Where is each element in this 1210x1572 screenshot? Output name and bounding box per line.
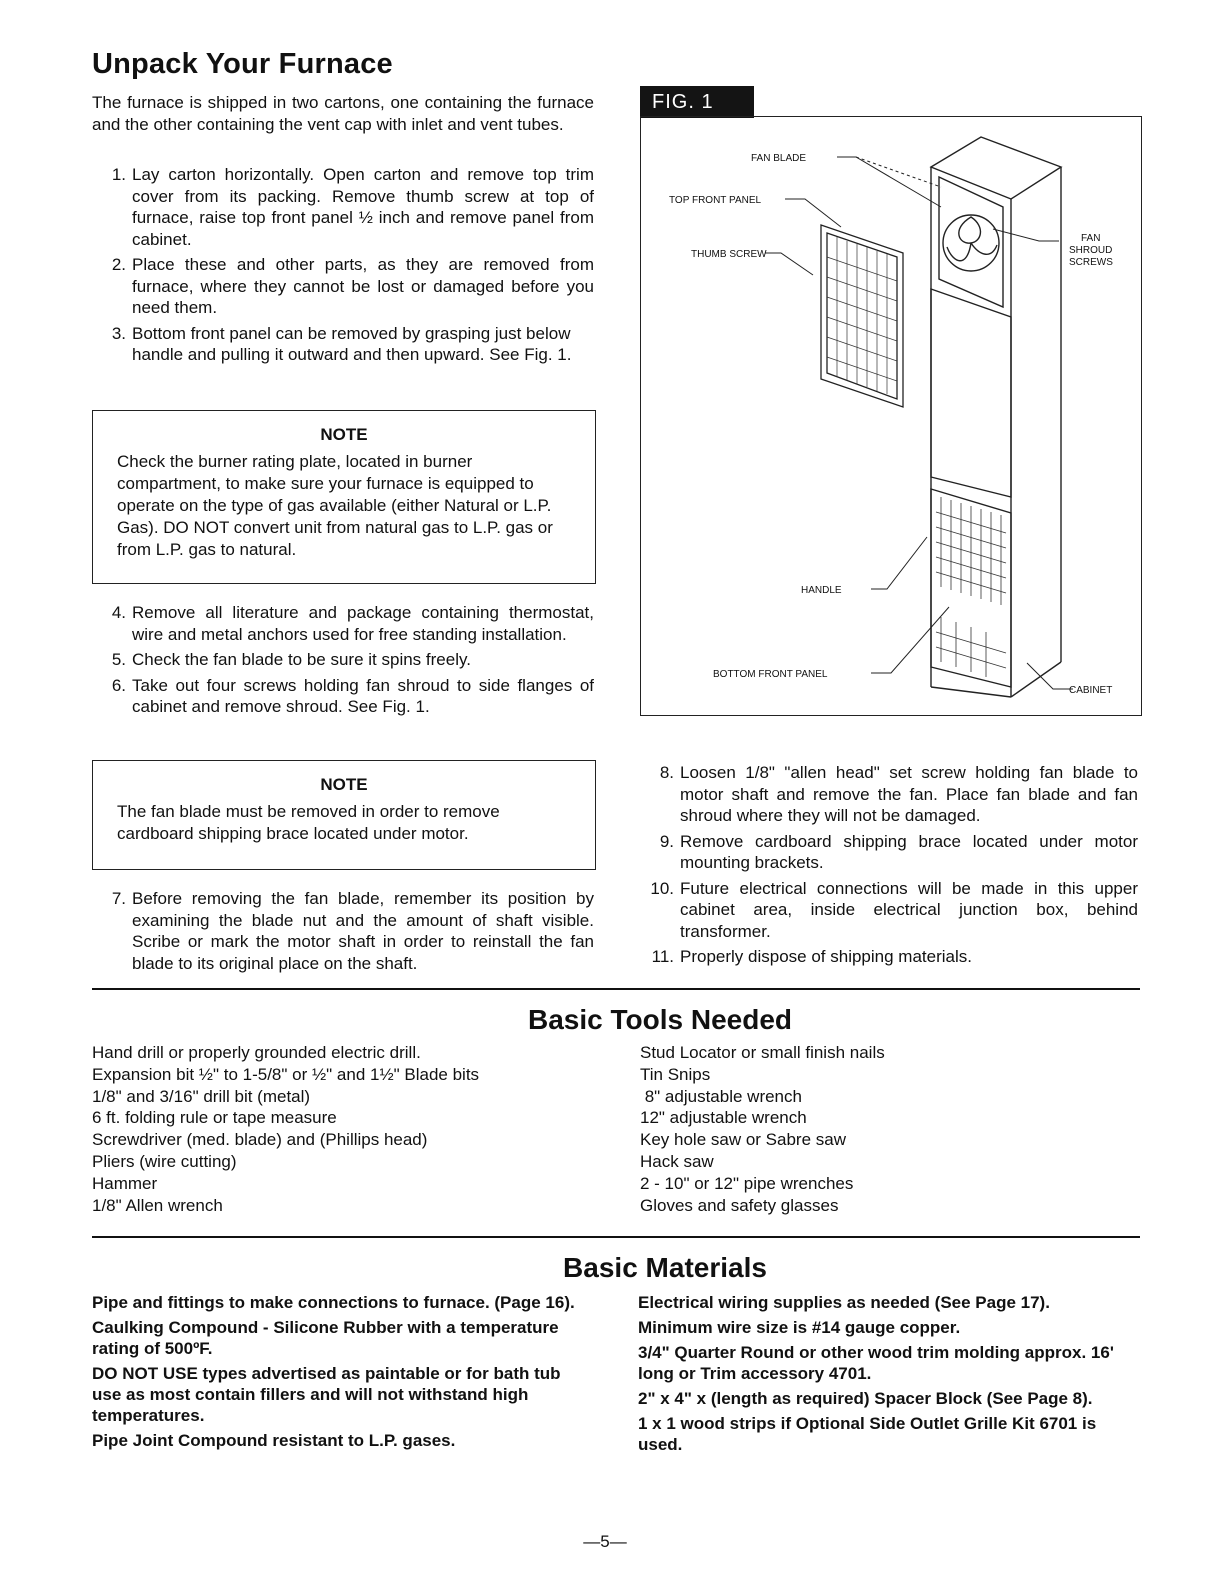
list-item: 11. Properly dispose of shipping materials.	[651, 947, 972, 966]
callout-leaders	[765, 157, 1073, 689]
note-box-burner	[92, 410, 596, 584]
list-item: Key hole saw or Sabre saw	[640, 1130, 846, 1150]
callout-top-front-panel: TOP FRONT PANEL	[669, 195, 762, 206]
intro-paragraph: The furnace is shipped in two cartons, one containing the furnace and the other containing the vent cap with inlet and vent tubes.	[92, 93, 594, 134]
list-item: Pliers (wire cutting)	[92, 1151, 237, 1171]
note-title: NOTE	[320, 425, 368, 444]
list-item: 10. Future electrical connections will be made in this upper cabinet area, inside electrical junction box, behind transformer.	[650, 878, 1138, 941]
callout-fan-blade: FAN BLADE	[751, 153, 807, 164]
note-title: NOTE	[320, 775, 368, 794]
figure-label: FIG. 1	[640, 86, 754, 118]
steps-list-a	[92, 164, 594, 370]
list-item: 5. Check the fan blade to be sure it spins freely.	[111, 650, 471, 669]
page-number: —5—	[583, 1532, 627, 1551]
materials-list-left	[92, 1292, 594, 1455]
list-item: Hand drill or properly grounded electric drill.	[92, 1043, 421, 1062]
list-item: Screwdriver (med. blade) and (Phillips head)	[92, 1130, 428, 1150]
callout-fan-shroud-2: SHROUD	[1069, 245, 1113, 256]
top-panel-grille	[827, 237, 897, 394]
steps-list-d	[640, 762, 1138, 972]
list-item: 7. Before removing the fan blade, remember its position by examining the blade nut and the amount of shaft visible. Scribe or mark the motor shaft in order to reinstall the fan blade to its original place on the shaft.	[111, 889, 594, 973]
cabinet-drawing	[931, 137, 1061, 697]
figure-1-frame	[640, 116, 1142, 716]
section-divider	[92, 1236, 1140, 1238]
note-text: The fan blade must be removed in order to remove cardboard shipping brace located under motor.	[117, 802, 500, 843]
callout-fan-shroud-3: SCREWS	[1069, 257, 1113, 268]
list-item: 8" adjustable wrench	[640, 1086, 802, 1106]
list-item: 1. Lay carton horizontally. Open carton and remove top trim cover from its packing. Remove thumb screw at top of furnace, raise top front panel ½ inch and remove panel from cabinet.	[111, 165, 594, 249]
tools-heading: Basic Tools Needed	[527, 1004, 792, 1035]
list-item: 4. Remove all literature and package containing thermostat, wire and metal anchors used for free standing installation.	[111, 603, 594, 644]
callout-bottom-front-panel: BOTTOM FRONT PANEL	[713, 669, 828, 680]
furnace-diagram	[641, 117, 1141, 715]
list-item: Hack saw	[640, 1151, 714, 1171]
list-item: Tin Snips	[640, 1064, 711, 1084]
list-item: 12" adjustable wrench	[640, 1108, 807, 1128]
list-item: 6 ft. folding rule or tape measure	[92, 1108, 337, 1128]
top-front-panel-drawing	[821, 225, 903, 407]
bottom-panel-grille	[936, 497, 1006, 677]
section-divider	[92, 988, 1140, 990]
materials-heading: Basic Materials	[563, 1252, 767, 1283]
note-box-fan-blade	[92, 760, 596, 870]
tools-list-right	[640, 1042, 1140, 1216]
list-item: Pipe and fittings to make connections to furnace. (Page 16).	[92, 1293, 575, 1312]
note-text: Check the burner rating plate, located in burner compartment, to make sure your furnace is equipped to operate on the type of gas available (either Natural or L.P. Gas). DO NOT convert unit from natural gas to L.P. gas or from L.P. gas to natural.	[117, 452, 553, 559]
page-title: Unpack Your Furnace	[92, 48, 393, 80]
list-item: Hammer	[92, 1173, 158, 1193]
list-item: 3. Bottom front panel can be removed by grasping just below handle and pulling it outward and then upward. See Fig. 1.	[111, 323, 572, 364]
list-item: Caulking Compound - Silicone Rubber with a temperature rating of 500ºF.	[92, 1318, 559, 1358]
steps-list-c	[92, 888, 594, 978]
materials-list-right	[638, 1292, 1138, 1459]
list-item: 8. Loosen 1/8" "allen head" set screw holding fan blade to motor shaft and remove the fan. Place fan blade and fan shroud where they will not be damaged.	[659, 763, 1138, 825]
list-item: 1 x 1 wood strips if Optional Side Outlet Grille Kit 6701 is used.	[638, 1414, 1097, 1454]
list-item: Minimum wire size is #14 gauge copper.	[638, 1318, 961, 1337]
list-item: 1/8" Allen wrench	[92, 1195, 223, 1215]
steps-list-b	[92, 602, 594, 722]
list-item: Pipe Joint Compound resistant to L.P. gases.	[92, 1431, 456, 1450]
list-item: 9. Remove cardboard shipping brace located under motor mounting brackets.	[659, 831, 1138, 872]
callout-handle: HANDLE	[801, 585, 842, 596]
callout-thumb-screw: THUMB SCREW	[691, 249, 767, 260]
list-item: 1/8" and 3/16" drill bit (metal)	[92, 1086, 311, 1106]
list-item: 6. Take out four screws holding fan shroud to side flanges of cabinet and remove shroud. See Fig. 1.	[111, 675, 594, 716]
list-item: Expansion bit ½" to 1-5/8" or ½" and 1½" Blade bits	[92, 1064, 480, 1084]
callout-fan-shroud-1: FAN	[1081, 233, 1101, 244]
list-item: DO NOT USE types advertised as paintable or for bath tub use as most contain fillers and will not withstand high temperatures.	[92, 1364, 561, 1425]
list-item: Electrical wiring supplies as needed (See Page 17).	[638, 1293, 1050, 1312]
tools-list-left	[92, 1042, 612, 1216]
list-item: 2 - 10" or 12" pipe wrenches	[640, 1173, 854, 1193]
list-item: 2. Place these and other parts, as they are removed from furnace, where they cannot be lost or damaged before you need them.	[111, 255, 594, 317]
list-item: Stud Locator or small finish nails	[640, 1043, 885, 1062]
list-item: 3/4" Quarter Round or other wood trim molding approx. 16' long or Trim accessory 4701.	[638, 1343, 1114, 1383]
list-item: 2" x 4" x (length as required) Spacer Block (See Page 8).	[638, 1389, 1093, 1408]
list-item: Gloves and safety glasses	[640, 1195, 839, 1215]
callout-cabinet: CABINET	[1069, 685, 1113, 696]
